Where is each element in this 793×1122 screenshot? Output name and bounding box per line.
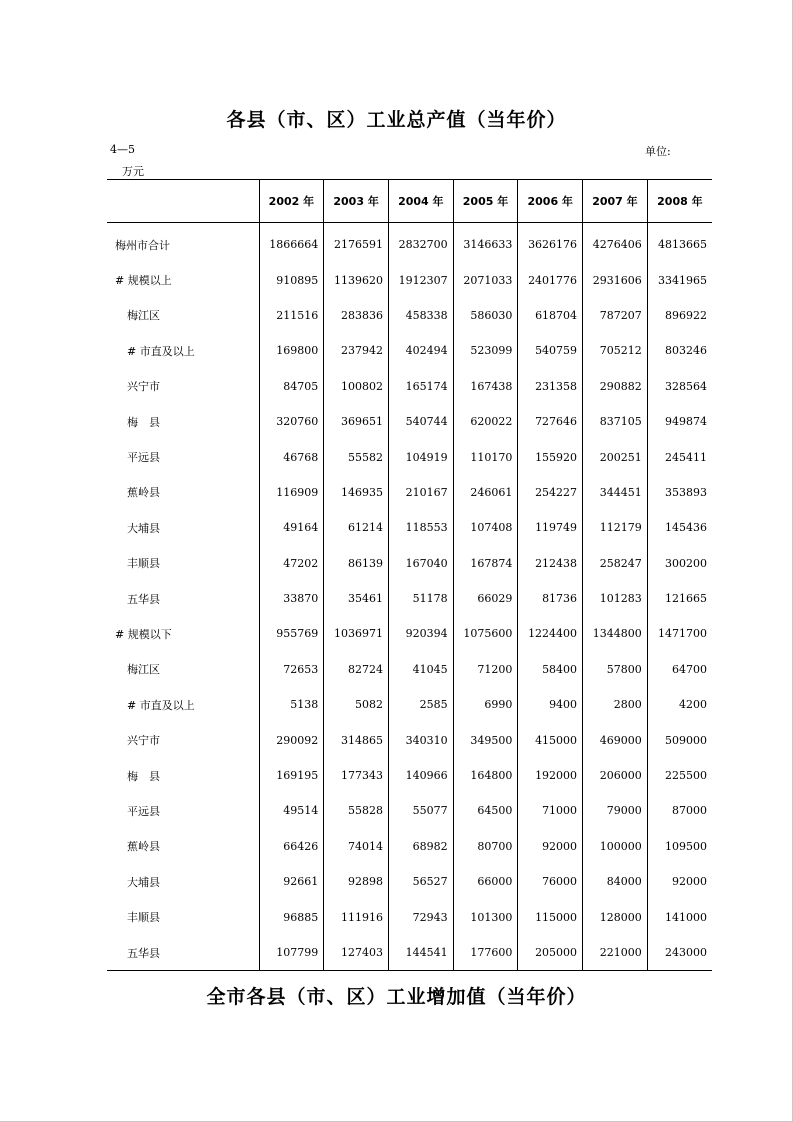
value-cell: 586030	[453, 298, 518, 333]
value-cell: 55582	[324, 439, 389, 474]
value-cell: 101300	[453, 899, 518, 934]
value-cell: 314865	[324, 722, 389, 757]
value-cell: 283836	[324, 298, 389, 333]
value-cell: 47202	[259, 546, 324, 581]
value-cell: 140966	[388, 758, 453, 793]
value-cell: 57800	[583, 652, 648, 687]
row-label: # 规模以上	[115, 274, 172, 288]
value-cell: 540759	[518, 333, 583, 368]
value-cell: 72653	[259, 652, 324, 687]
table-row	[107, 298, 712, 333]
value-cell: 92000	[647, 864, 712, 899]
table-row	[107, 581, 712, 616]
value-cell: 167874	[453, 546, 518, 581]
row-label: 兴宁市	[127, 734, 160, 748]
value-cell: 210167	[388, 475, 453, 510]
value-cell: 246061	[453, 475, 518, 510]
value-cell: 72943	[388, 899, 453, 934]
value-cell: 243000	[647, 935, 712, 971]
row-label: 大埔县	[127, 875, 160, 889]
value-cell: 169800	[259, 333, 324, 368]
table-row	[107, 687, 712, 722]
value-cell: 1139620	[324, 262, 389, 297]
value-cell: 100000	[583, 829, 648, 864]
row-label: 五华县	[107, 935, 259, 971]
table-row	[107, 864, 712, 899]
value-cell: 165174	[388, 369, 453, 404]
value-cell: 5138	[259, 687, 324, 722]
value-cell: 81736	[518, 581, 583, 616]
value-cell: 74014	[324, 829, 389, 864]
value-cell: 920394	[388, 616, 453, 651]
value-cell: 104919	[388, 439, 453, 474]
value-cell: 803246	[647, 333, 712, 368]
value-cell: 200251	[583, 439, 648, 474]
value-cell: 3341965	[647, 262, 712, 297]
value-cell: 82724	[324, 652, 389, 687]
value-cell: 58400	[518, 652, 583, 687]
header-year: 2003 年	[324, 180, 389, 223]
value-cell: 167040	[388, 546, 453, 581]
value-cell: 212438	[518, 546, 583, 581]
value-cell: 509000	[647, 722, 712, 757]
value-cell: 101283	[583, 581, 648, 616]
value-cell: 96885	[259, 899, 324, 934]
value-cell: 192000	[518, 758, 583, 793]
table-row	[107, 899, 712, 934]
row-label: 兴宁市	[127, 380, 160, 394]
value-cell: 33870	[259, 581, 324, 616]
value-cell: 66426	[259, 829, 324, 864]
value-cell: 167438	[453, 369, 518, 404]
table-row	[107, 439, 712, 474]
unit-value: 万元	[122, 165, 144, 178]
value-cell: 1471700	[647, 616, 712, 651]
value-cell: 144541	[388, 935, 453, 971]
value-cell: 300200	[647, 546, 712, 581]
value-cell: 211516	[259, 298, 324, 333]
row-label: # 市直及以上	[127, 698, 195, 712]
value-cell: 61214	[324, 510, 389, 545]
table-row	[107, 793, 712, 828]
value-cell: 2832700	[388, 223, 453, 263]
value-cell: 177343	[324, 758, 389, 793]
value-cell: 290092	[259, 722, 324, 757]
value-cell: 1224400	[518, 616, 583, 651]
value-cell: 46768	[259, 439, 324, 474]
value-cell: 237942	[324, 333, 389, 368]
value-cell: 164800	[453, 758, 518, 793]
value-cell: 64700	[647, 652, 712, 687]
value-cell: 92661	[259, 864, 324, 899]
value-cell: 2071033	[453, 262, 518, 297]
value-cell: 145436	[647, 510, 712, 545]
header-year: 2005 年	[453, 180, 518, 223]
value-cell: 84705	[259, 369, 324, 404]
value-cell: 49164	[259, 510, 324, 545]
value-cell: 141000	[647, 899, 712, 934]
value-cell: 41045	[388, 652, 453, 687]
table-row	[107, 475, 712, 510]
value-cell: 146935	[324, 475, 389, 510]
value-cell: 523099	[453, 333, 518, 368]
header-year: 2007 年	[583, 180, 648, 223]
value-cell: 1344800	[583, 616, 648, 651]
value-cell: 3146633	[453, 223, 518, 263]
value-cell: 56527	[388, 864, 453, 899]
value-cell: 84000	[583, 864, 648, 899]
table-row	[107, 758, 712, 793]
value-cell: 369651	[324, 404, 389, 439]
row-label: 梅州市合计	[115, 238, 170, 252]
value-cell: 353893	[647, 475, 712, 510]
value-cell: 68982	[388, 829, 453, 864]
value-cell: 620022	[453, 404, 518, 439]
value-cell: 896922	[647, 298, 712, 333]
value-cell: 402494	[388, 333, 453, 368]
row-label: 梅江区	[127, 309, 160, 323]
value-cell: 949874	[647, 404, 712, 439]
value-cell: 2585	[388, 687, 453, 722]
table-row	[107, 546, 712, 581]
value-cell: 2401776	[518, 262, 583, 297]
header-year: 2006 年	[518, 180, 583, 223]
value-cell: 231358	[518, 369, 583, 404]
output-value-table	[107, 179, 712, 971]
header-year: 2004 年	[388, 180, 453, 223]
value-cell: 118553	[388, 510, 453, 545]
value-cell: 49514	[259, 793, 324, 828]
value-cell: 66000	[453, 864, 518, 899]
header-corner	[107, 180, 259, 223]
value-cell: 245411	[647, 439, 712, 474]
value-cell: 618704	[518, 298, 583, 333]
row-label: # 市直及以上	[127, 344, 195, 358]
value-cell: 177600	[453, 935, 518, 971]
value-cell: 290882	[583, 369, 648, 404]
row-label: 梅江区	[127, 663, 160, 677]
value-cell: 92000	[518, 829, 583, 864]
row-label: 蕉岭县	[127, 840, 160, 854]
value-cell: 1866664	[259, 223, 324, 263]
value-cell: 2931606	[583, 262, 648, 297]
table-row	[107, 369, 712, 404]
value-cell: 258247	[583, 546, 648, 581]
value-cell: 344451	[583, 475, 648, 510]
next-table-title: 全市各县（市、区）工业增加值（当年价）	[206, 986, 587, 1008]
value-cell: 64500	[453, 793, 518, 828]
value-cell: 727646	[518, 404, 583, 439]
value-cell: 110170	[453, 439, 518, 474]
value-cell: 320760	[259, 404, 324, 439]
value-cell: 79000	[583, 793, 648, 828]
row-label: 梅 县	[127, 769, 160, 783]
value-cell: 109500	[647, 829, 712, 864]
value-cell: 86139	[324, 546, 389, 581]
value-cell: 458338	[388, 298, 453, 333]
table-title: 各县（市、区）工业总产值（当年价）	[226, 109, 567, 131]
row-label: 丰顺县	[127, 911, 160, 925]
table-row	[107, 935, 712, 971]
value-cell: 111916	[324, 899, 389, 934]
row-label: 五华县	[127, 592, 160, 606]
value-cell: 415000	[518, 722, 583, 757]
header-year: 2008 年	[647, 180, 712, 223]
row-label: 大埔县	[127, 521, 160, 535]
value-cell: 205000	[518, 935, 583, 971]
value-cell: 328564	[647, 369, 712, 404]
value-cell: 35461	[324, 581, 389, 616]
row-label: 平远县	[127, 451, 160, 465]
value-cell: 469000	[583, 722, 648, 757]
value-cell: 116909	[259, 475, 324, 510]
table-row	[107, 722, 712, 757]
value-cell: 127403	[324, 935, 389, 971]
table-row	[107, 262, 712, 297]
value-cell: 92898	[324, 864, 389, 899]
value-cell: 128000	[583, 899, 648, 934]
table-row	[107, 652, 712, 687]
value-cell: 225500	[647, 758, 712, 793]
value-cell: 206000	[583, 758, 648, 793]
value-cell: 87000	[647, 793, 712, 828]
header-year: 2002 年	[259, 180, 324, 223]
table-row	[107, 223, 712, 263]
value-cell: 71000	[518, 793, 583, 828]
value-cell: 705212	[583, 333, 648, 368]
table-row	[107, 616, 712, 651]
unit-label: 单位:	[645, 145, 671, 158]
value-cell: 221000	[583, 935, 648, 971]
value-cell: 837105	[583, 404, 648, 439]
table-row	[107, 333, 712, 368]
value-cell: 254227	[518, 475, 583, 510]
value-cell: 169195	[259, 758, 324, 793]
value-cell: 3626176	[518, 223, 583, 263]
value-cell: 107799	[259, 935, 324, 971]
value-cell: 1036971	[324, 616, 389, 651]
value-cell: 66029	[453, 581, 518, 616]
table-number: 4—5	[110, 143, 135, 156]
table-row	[107, 829, 712, 864]
value-cell: 121665	[647, 581, 712, 616]
value-cell: 76000	[518, 864, 583, 899]
row-label: 平远县	[127, 804, 160, 818]
value-cell: 100802	[324, 369, 389, 404]
row-label: # 规模以下	[115, 627, 172, 641]
row-label: 蕉岭县	[127, 486, 160, 500]
row-label: 丰顺县	[127, 557, 160, 571]
value-cell: 4813665	[647, 223, 712, 263]
value-cell: 107408	[453, 510, 518, 545]
value-cell: 9400	[518, 687, 583, 722]
value-cell: 115000	[518, 899, 583, 934]
value-cell: 2800	[583, 687, 648, 722]
value-cell: 540744	[388, 404, 453, 439]
value-cell: 340310	[388, 722, 453, 757]
value-cell: 1912307	[388, 262, 453, 297]
value-cell: 2176591	[324, 223, 389, 263]
row-label: 梅 县	[127, 415, 160, 429]
header-row	[107, 180, 712, 223]
value-cell: 71200	[453, 652, 518, 687]
value-cell: 5082	[324, 687, 389, 722]
value-cell: 349500	[453, 722, 518, 757]
value-cell: 119749	[518, 510, 583, 545]
value-cell: 4200	[647, 687, 712, 722]
table-row	[107, 404, 712, 439]
value-cell: 55828	[324, 793, 389, 828]
value-cell: 910895	[259, 262, 324, 297]
value-cell: 4276406	[583, 223, 648, 263]
value-cell: 80700	[453, 829, 518, 864]
value-cell: 787207	[583, 298, 648, 333]
value-cell: 6990	[453, 687, 518, 722]
value-cell: 51178	[388, 581, 453, 616]
value-cell: 955769	[259, 616, 324, 651]
value-cell: 155920	[518, 439, 583, 474]
value-cell: 55077	[388, 793, 453, 828]
table-row	[107, 510, 712, 545]
value-cell: 1075600	[453, 616, 518, 651]
value-cell: 112179	[583, 510, 648, 545]
